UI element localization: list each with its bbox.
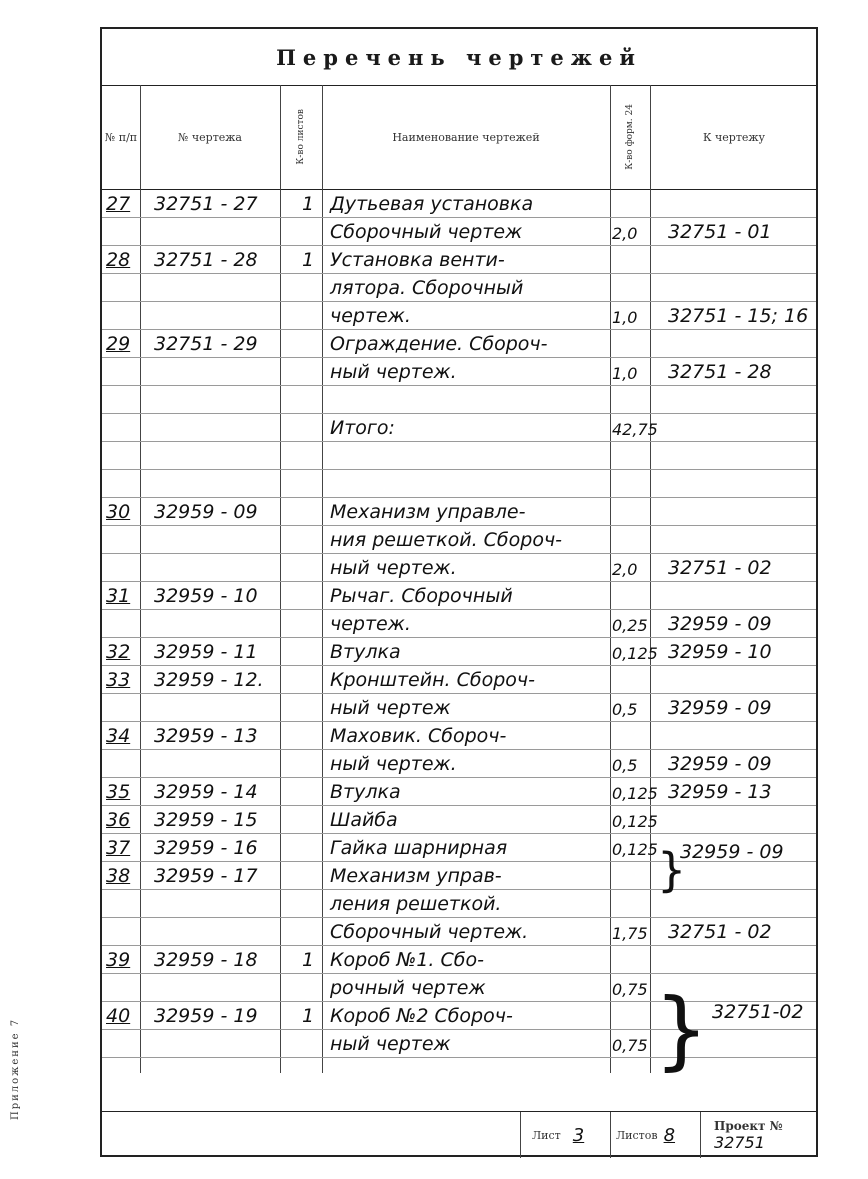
row-ref: 32959 - 10: [668, 641, 772, 663]
row-name: ления решеткой.: [330, 893, 502, 915]
table-row: [102, 637, 816, 666]
appendix-side-label: Приложение 7: [10, 1017, 21, 1120]
table-row: [102, 385, 816, 414]
table-row: [102, 721, 816, 750]
row-num: 31: [106, 585, 131, 607]
row-sheets: 1: [301, 949, 315, 971]
row-format: 0,125: [612, 644, 658, 663]
row-num: 37: [106, 837, 131, 859]
table-row: [102, 609, 816, 638]
row-drawing: 32959 - 10: [154, 585, 258, 607]
sheets-field: [616, 1112, 700, 1158]
footer-divider: [520, 1112, 521, 1158]
row-ref: 32959 - 13: [668, 781, 772, 803]
table-row: [102, 917, 816, 946]
row-ref: 32751 - 28: [668, 361, 772, 383]
row-format: 0,5: [612, 700, 638, 719]
table-row: [102, 777, 816, 806]
header-num: № п/п: [104, 130, 138, 144]
row-name: чертеж.: [330, 305, 411, 327]
table-row: [102, 945, 816, 974]
row-drawing: 32959 - 16: [154, 837, 258, 859]
row-ref: 32751 - 01: [668, 221, 772, 243]
row-ref: 32751 - 02: [668, 921, 772, 943]
table-row: [102, 525, 816, 554]
row-num: 28: [106, 249, 131, 271]
project-label: Проект №: [714, 1118, 783, 1133]
row-drawing: 32959 - 17: [154, 865, 258, 887]
row-drawing: 32959 - 14: [154, 781, 258, 803]
row-ref: 32959 - 09: [668, 697, 772, 719]
row-format: 1,0: [612, 364, 638, 383]
row-num: 27: [106, 193, 131, 215]
header-format: К-во форм. 24: [625, 104, 635, 170]
row-format: 0,75: [612, 1036, 648, 1055]
row-format: 0,25: [612, 616, 648, 635]
drawing-list-sheet: [100, 27, 818, 1157]
row-ref: 32751 - 15; 16: [668, 305, 809, 327]
project-field: [714, 1112, 814, 1158]
row-name: Кронштейн. Сбороч-: [330, 669, 535, 691]
table-row: [102, 1001, 816, 1030]
table-row: [102, 553, 816, 582]
table-row: [102, 497, 816, 526]
table-row: [102, 441, 816, 470]
header-sheets: К-во листов: [296, 109, 306, 165]
row-name: Втулка: [330, 781, 401, 803]
row-name: ния решеткой. Сбороч-: [330, 529, 563, 551]
row-num: 40: [106, 1005, 131, 1027]
table-row: [102, 861, 816, 890]
sheet-label: Лист: [532, 1128, 561, 1142]
table-row: [102, 1029, 816, 1058]
grouped-ref-39-40: 32751-02: [712, 1001, 804, 1023]
header-name: Наименование чертежей: [392, 130, 540, 144]
row-drawing: 32959 - 12.: [154, 669, 264, 691]
row-name: ный чертеж.: [330, 557, 457, 579]
row-drawing: 32959 - 11: [154, 641, 258, 663]
row-name: ный чертеж: [330, 1033, 451, 1055]
sheet-field: [532, 1112, 610, 1158]
footer-divider: [700, 1112, 701, 1158]
table-row: [102, 329, 816, 358]
row-name: Рычаг. Сборочный: [330, 585, 513, 607]
row-name: Итого:: [330, 417, 395, 439]
row-name: Короб №2 Сбороч-: [330, 1005, 513, 1027]
table-row: [102, 581, 816, 610]
table-row: [102, 749, 816, 778]
row-format: 1,0: [612, 308, 638, 327]
row-name: Втулка: [330, 641, 401, 663]
table-row: [102, 189, 816, 218]
page-title: Перечень чертежей: [102, 29, 816, 86]
row-name: ный чертеж.: [330, 753, 457, 775]
row-name: чертеж.: [330, 613, 411, 635]
table-row: [102, 973, 816, 1002]
row-name: рочный чертеж: [330, 977, 486, 999]
row-name: ный чертеж.: [330, 361, 457, 383]
row-name: Ограждение. Сбороч-: [330, 333, 548, 355]
row-drawing: 32751 - 29: [154, 333, 258, 355]
footer-divider: [610, 1112, 611, 1158]
row-num: 34: [106, 725, 131, 747]
row-name: Короб №1. Сбо-: [330, 949, 484, 971]
row-format: 2,0: [612, 560, 638, 579]
table-row: [102, 413, 816, 442]
sheets-value: 8: [663, 1124, 676, 1146]
row-name: Механизм управ-: [330, 865, 502, 887]
table-header: [102, 85, 816, 190]
row-num: 38: [106, 865, 131, 887]
row-name: Дутьевая установка: [330, 193, 534, 215]
row-num: 32: [106, 641, 131, 663]
row-drawing: 32751 - 28: [154, 249, 258, 271]
row-format: 0,125: [612, 840, 658, 859]
brace-rows-39-40: }: [654, 980, 709, 1080]
table-row: [102, 665, 816, 694]
row-format: 42,75: [612, 420, 658, 439]
row-name: Сборочный чертеж.: [330, 921, 529, 943]
row-format: 0,125: [612, 784, 658, 803]
row-sheets: 1: [301, 249, 315, 271]
row-sheets: 1: [301, 193, 315, 215]
table-body: [102, 189, 816, 1080]
grouped-ref-36-37: 32959 - 09: [680, 841, 784, 863]
row-name: Сборочный чертеж: [330, 221, 523, 243]
table-row: [102, 805, 816, 834]
table-row: [102, 357, 816, 386]
row-drawing: 32959 - 09: [154, 501, 258, 523]
row-num: 33: [106, 669, 131, 691]
table-row: [102, 693, 816, 722]
row-name: Гайка шарнирная: [330, 837, 508, 859]
row-ref: 32959 - 09: [668, 613, 772, 635]
row-num: 39: [106, 949, 131, 971]
row-ref: 32959 - 09: [668, 753, 772, 775]
row-drawing: 32959 - 19: [154, 1005, 258, 1027]
sheets-label: Листов: [616, 1128, 658, 1142]
row-name: Маховик. Сбороч-: [330, 725, 507, 747]
row-format: 1,75: [612, 924, 648, 943]
row-format: 0,75: [612, 980, 648, 999]
row-name: лятора. Сборочный: [330, 277, 524, 299]
brace-rows-36-37: }: [657, 843, 687, 897]
row-num: 30: [106, 501, 131, 523]
table-row: [102, 273, 816, 302]
row-format: 0,125: [612, 812, 658, 831]
row-num: 36: [106, 809, 131, 831]
table-row: [102, 301, 816, 330]
row-num: 29: [106, 333, 131, 355]
row-name: Шайба: [330, 809, 398, 831]
row-name: ный чертеж: [330, 697, 451, 719]
table-row: [102, 217, 816, 246]
row-num: 35: [106, 781, 131, 803]
row-sheets: 1: [301, 1005, 315, 1027]
row-name: Установка венти-: [330, 249, 505, 271]
project-value: 32751: [714, 1132, 765, 1152]
table-row: [102, 469, 816, 498]
table-row: [102, 245, 816, 274]
row-ref: 32751 - 02: [668, 557, 772, 579]
header-ref: К чертежу: [702, 130, 766, 144]
title-block: [102, 1111, 816, 1158]
table-row: [102, 889, 816, 918]
row-name: Механизм управле-: [330, 501, 526, 523]
header-drawing: № чертежа: [177, 130, 242, 144]
row-drawing: 32959 - 18: [154, 949, 258, 971]
row-format: 0,5: [612, 756, 638, 775]
row-drawing: 32959 - 15: [154, 809, 258, 831]
sheet-value: 3: [572, 1124, 585, 1146]
row-drawing: 32959 - 13: [154, 725, 258, 747]
row-drawing: 32751 - 27: [154, 193, 258, 215]
row-format: 2,0: [612, 224, 638, 243]
